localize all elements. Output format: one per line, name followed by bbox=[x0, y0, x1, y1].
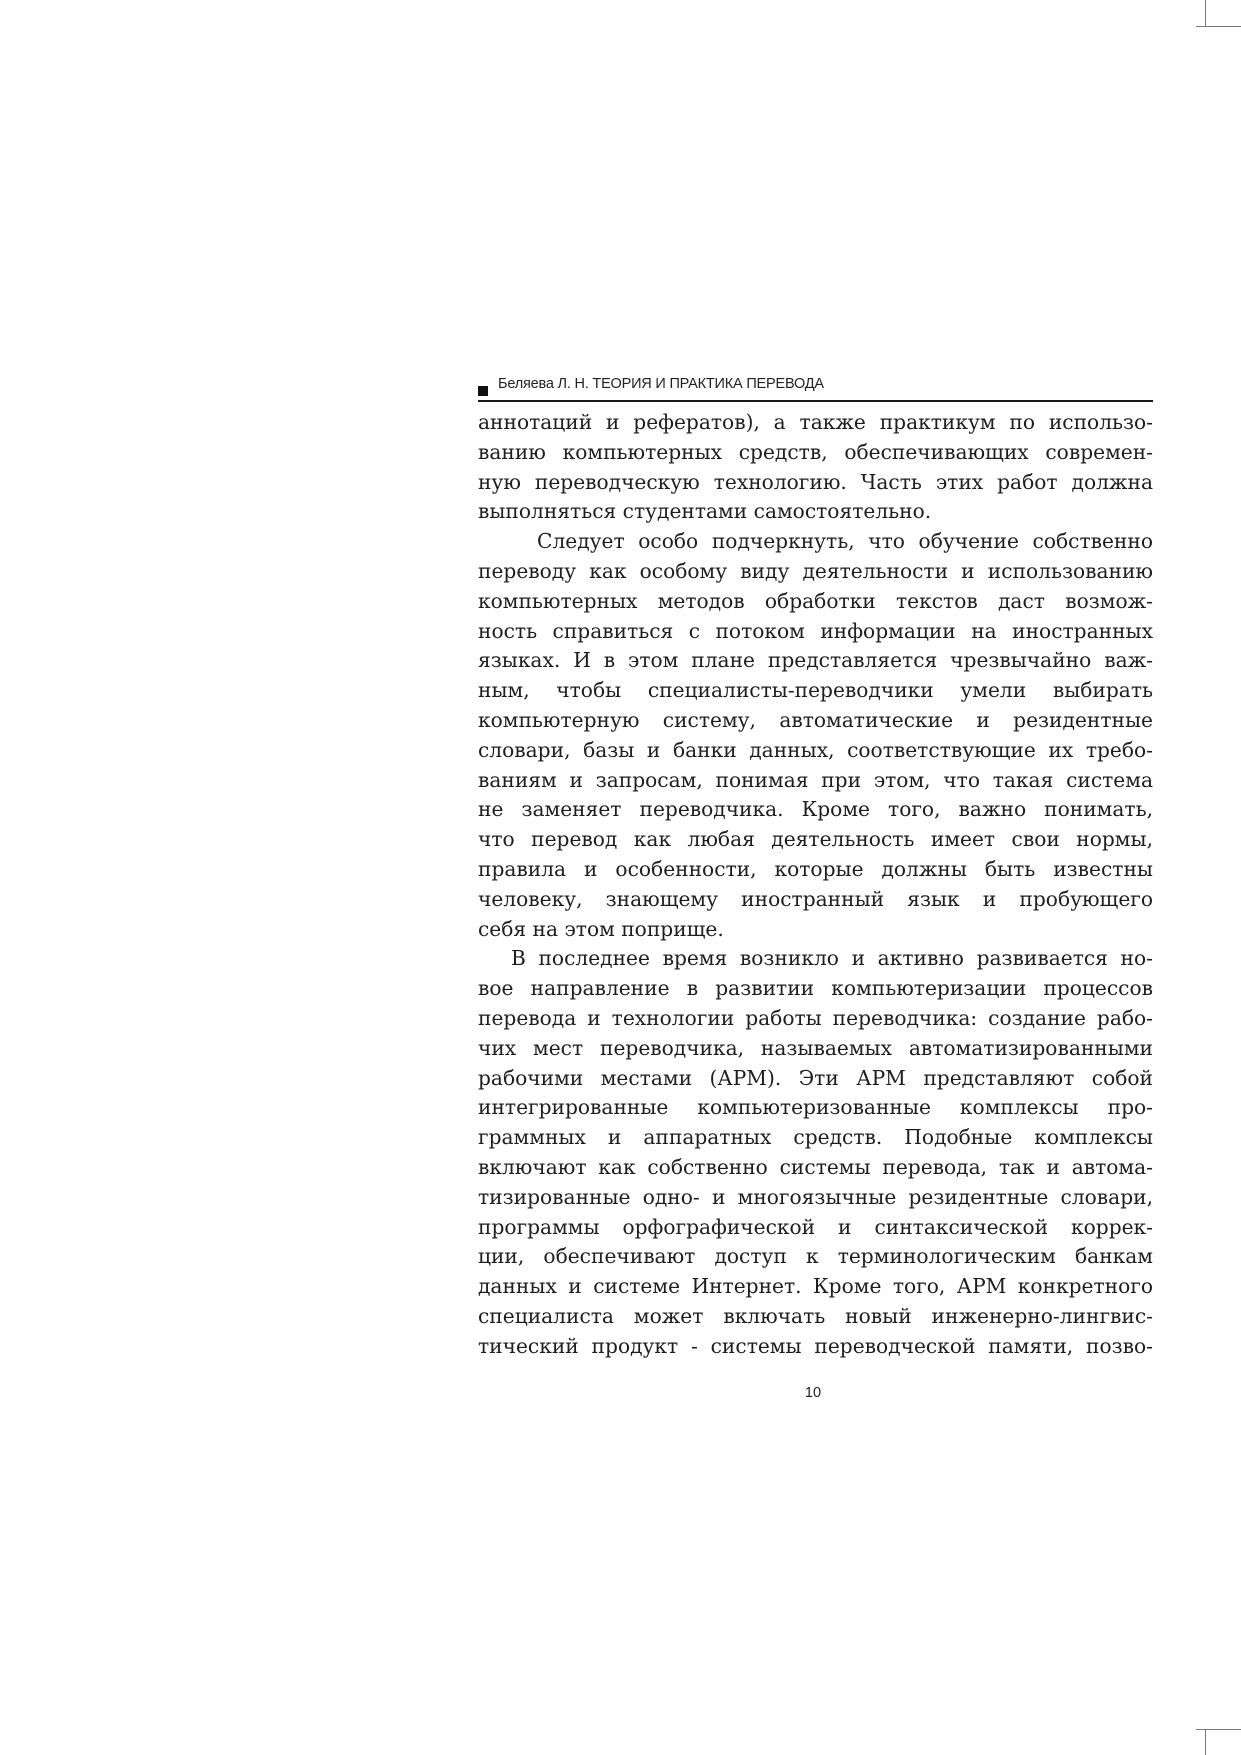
text-line: перевода и технологии работы переводчика: создание рабо- bbox=[478, 1005, 1153, 1030]
text-line: ванию компьютерных средств, обеспечивающих современ- bbox=[478, 439, 1153, 464]
text-line: компьютерных методов обработки текстов даст возмож- bbox=[478, 588, 1153, 613]
crop-mark-bottom-vertical bbox=[1205, 1729, 1206, 1755]
text-line: данных и системе Интернет. Кроме того, АРМ конкретного bbox=[478, 1274, 1153, 1299]
text-line: человеку, знающему иностранный язык и пробующего bbox=[478, 886, 1153, 911]
crop-mark-bottom-horizontal bbox=[1196, 1729, 1241, 1730]
text-line: переводу как особому виду деятельности и использованию bbox=[478, 558, 1153, 583]
text-line: тизированные одно- и многоязычные резидентные словари, bbox=[478, 1184, 1153, 1209]
text-line: аннотаций и рефератов), а также практикум по использо- bbox=[478, 410, 1153, 434]
text-line: Следует особо подчеркнуть, что обучение собственно bbox=[537, 529, 1153, 554]
text-line: компьютерную систему, автоматические и резидентные bbox=[478, 707, 1153, 732]
text-line: ным, чтобы специалисты-переводчики умели выбирать bbox=[478, 678, 1153, 703]
text-line: тический продукт - системы переводческой памяти, позво- bbox=[478, 1333, 1153, 1358]
crop-mark-top-horizontal bbox=[1196, 26, 1241, 27]
text-line: вое направление в развитии компьютеризации процессов bbox=[478, 976, 1153, 1001]
text-line: В последнее время возникло и активно развивается но- bbox=[511, 946, 1153, 971]
crop-mark-top-vertical bbox=[1205, 0, 1206, 26]
text-line: включают как собственно системы перевода, так и автома- bbox=[478, 1154, 1153, 1179]
text-line: языках. И в этом плане представляется чрезвычайно важ- bbox=[478, 648, 1153, 673]
text-line: что перевод как любая деятельность имеет свои нормы, bbox=[478, 827, 1153, 852]
running-title: Беляева Л. Н. ТЕОРИЯ И ПРАКТИКА ПЕРЕВОДА bbox=[498, 376, 824, 392]
text-line: интегрированные компьютеризованные комплексы про- bbox=[478, 1095, 1153, 1120]
text-line: правила и особенности, которые должны быть известны bbox=[478, 856, 1153, 881]
text-line: ность справиться с потоком информации на иностранных bbox=[478, 618, 1153, 643]
text-line: словари, базы и банки данных, соответствующие их требо- bbox=[478, 737, 1153, 762]
text-line: граммных и аппаратных средств. Подобные комплексы bbox=[478, 1125, 1153, 1150]
page-number: 10 bbox=[804, 1385, 822, 1401]
text-line: программы орфографической и синтаксической коррек- bbox=[478, 1214, 1153, 1239]
text-line: чих мест переводчика, называемых автоматизированными bbox=[478, 1035, 1153, 1060]
text-line: специалиста может включать новый инженерно-лингвис- bbox=[478, 1303, 1153, 1328]
header-square-marker bbox=[478, 386, 488, 396]
running-header bbox=[478, 374, 1153, 402]
text-line: ции, обеспечивают доступ к терминологическим банкам bbox=[478, 1244, 1153, 1269]
text-line: выполняться студентами самостоятельно. bbox=[478, 499, 932, 524]
text-line: рабочими местами (АРМ). Эти АРМ представляют собой bbox=[478, 1065, 1153, 1090]
text-line: ную переводческую технологию. Часть этих работ должна bbox=[478, 469, 1153, 494]
text-line: себя на этом поприще. bbox=[478, 916, 724, 941]
text-line: ваниям и запросам, понимая при этом, что такая система bbox=[478, 767, 1153, 792]
text-line: не заменяет переводчика. Кроме того, важно понимать, bbox=[478, 797, 1153, 822]
body-text bbox=[478, 408, 1153, 1362]
